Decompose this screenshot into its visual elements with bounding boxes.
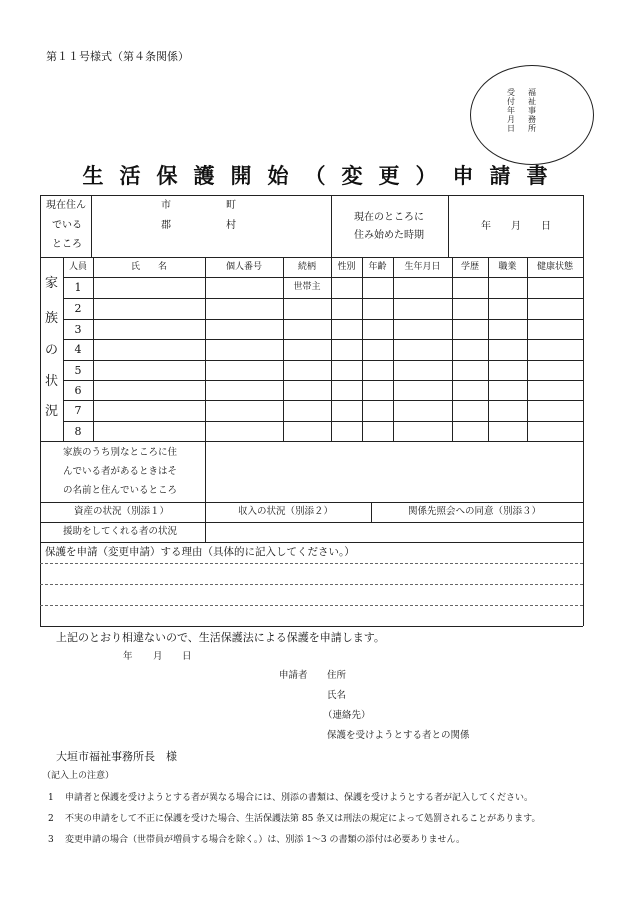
since-label-line: 住み始めた時期	[354, 230, 424, 241]
note-number: 2	[48, 814, 54, 824]
applicant-name-label: 氏名	[327, 690, 347, 701]
title-char: 請	[489, 163, 511, 188]
application-month-label: 月	[153, 651, 163, 662]
form-number: 第１１号様式（第４条関係）	[46, 50, 189, 63]
separate-residence-label-line: 家族のうち別なところに住	[63, 447, 178, 458]
title-char: 開	[230, 163, 252, 188]
income-status-label: 収入の状況（別添２）	[238, 506, 334, 517]
member-row-number: 3	[74, 323, 82, 336]
stamp-office-label: 福祉事務所	[528, 88, 536, 133]
form-title	[0, 160, 630, 190]
title-char: （	[304, 163, 326, 188]
address-label-line: ところ	[52, 239, 82, 250]
family-side-label-char: 状	[45, 374, 59, 389]
header-occupation: 職業	[498, 262, 517, 272]
header-name: 氏 名	[130, 262, 167, 272]
note-text: 不実の申請をして不正に保護を受けた場合、生活保護法第 85 条又は刑法の規定によって処罰されることがあります。	[65, 814, 541, 824]
header-id-number: 個人番号	[225, 262, 262, 272]
notes-header: （記入上の注意）	[42, 771, 115, 781]
application-day-label: 日	[182, 651, 192, 662]
header-health: 健康状態	[536, 262, 573, 272]
title-char: 変	[341, 163, 363, 188]
title-char: 護	[193, 163, 215, 188]
title-char: 書	[526, 163, 548, 188]
member-row-number: 7	[74, 404, 82, 417]
applicant-label: 申請者	[279, 670, 308, 681]
title-char: ）	[415, 163, 437, 188]
header-education: 学歴	[460, 262, 479, 272]
header-relation: 続柄	[297, 262, 316, 272]
separate-residence-label-line: の名前と住んでいるところ	[63, 485, 178, 496]
member-row-number: 8	[74, 425, 82, 438]
application-year-label: 年	[123, 651, 133, 662]
header-age: 年齢	[368, 262, 387, 272]
declaration-statement: 上記のとおり相違ないので、生活保護法による保護を申請します。	[56, 631, 385, 644]
assets-status-label: 資産の状況（別添１）	[74, 506, 170, 517]
member-row-number: 5	[74, 364, 82, 377]
family-side-label-char: 況	[45, 404, 59, 419]
title-char: 更	[378, 163, 400, 188]
family-side-label-char: の	[45, 343, 59, 358]
title-char: 申	[452, 163, 474, 188]
note-number: 1	[48, 793, 54, 803]
addressee: 大垣市福祉事務所長 様	[56, 750, 177, 763]
note-text: 変更申請の場合（世帯員が増員する場合を除く。）は、別添 1～3 の書類の添付は必要ありません。	[65, 835, 466, 845]
address-label-line: でいる	[52, 220, 82, 231]
village-label: 村	[226, 220, 236, 231]
head-of-household-relation: 世帯主	[293, 282, 321, 292]
stamp-date-label: 受付年月日	[507, 88, 515, 133]
member-row-number: 4	[74, 343, 82, 356]
city-label: 市	[161, 200, 171, 211]
member-row-number: 1	[74, 281, 82, 294]
town-label: 町	[226, 200, 236, 211]
since-month-label: 月	[511, 221, 521, 232]
separate-residence-label-line: んでいる者があるときはそ	[63, 466, 178, 477]
applicant-address-label: 住所	[327, 670, 347, 681]
header-sex: 性別	[337, 262, 356, 272]
note-text: 申請者と保護を受けようとする者が異なる場合には、別添の書類は、保護を受けようとする者が記入してください。	[65, 793, 534, 803]
since-day-label: 日	[541, 221, 551, 232]
header-member-no: 人員	[68, 262, 87, 272]
note-number: 3	[48, 835, 54, 845]
member-row-number: 2	[74, 302, 82, 315]
since-year-label: 年	[481, 221, 491, 232]
since-label-line: 現在のところに	[354, 212, 424, 223]
relationship-label: 保護を受けようとする者との関係	[327, 730, 470, 741]
inquiry-consent-label: 関係先照会への同意（別添３）	[408, 506, 542, 517]
application-reason-label: 保護を申請（変更申請）する理由（具体的に記入してください。）	[45, 546, 355, 558]
title-char: 始	[267, 163, 289, 188]
address-label-line: 現在住ん	[46, 200, 86, 211]
applicant-contact-label: （連絡先）	[323, 710, 371, 721]
family-side-label-char: 族	[45, 311, 59, 326]
family-side-label-char: 家	[45, 276, 59, 291]
title-char: 保	[156, 163, 178, 188]
title-char: 生	[82, 163, 104, 188]
county-label: 郡	[161, 220, 171, 231]
header-dob: 生年月日	[404, 262, 441, 272]
title-char: 活	[119, 163, 141, 188]
member-row-number: 6	[74, 384, 82, 397]
support-persons-label: 援助をしてくれる者の状況	[63, 526, 178, 537]
